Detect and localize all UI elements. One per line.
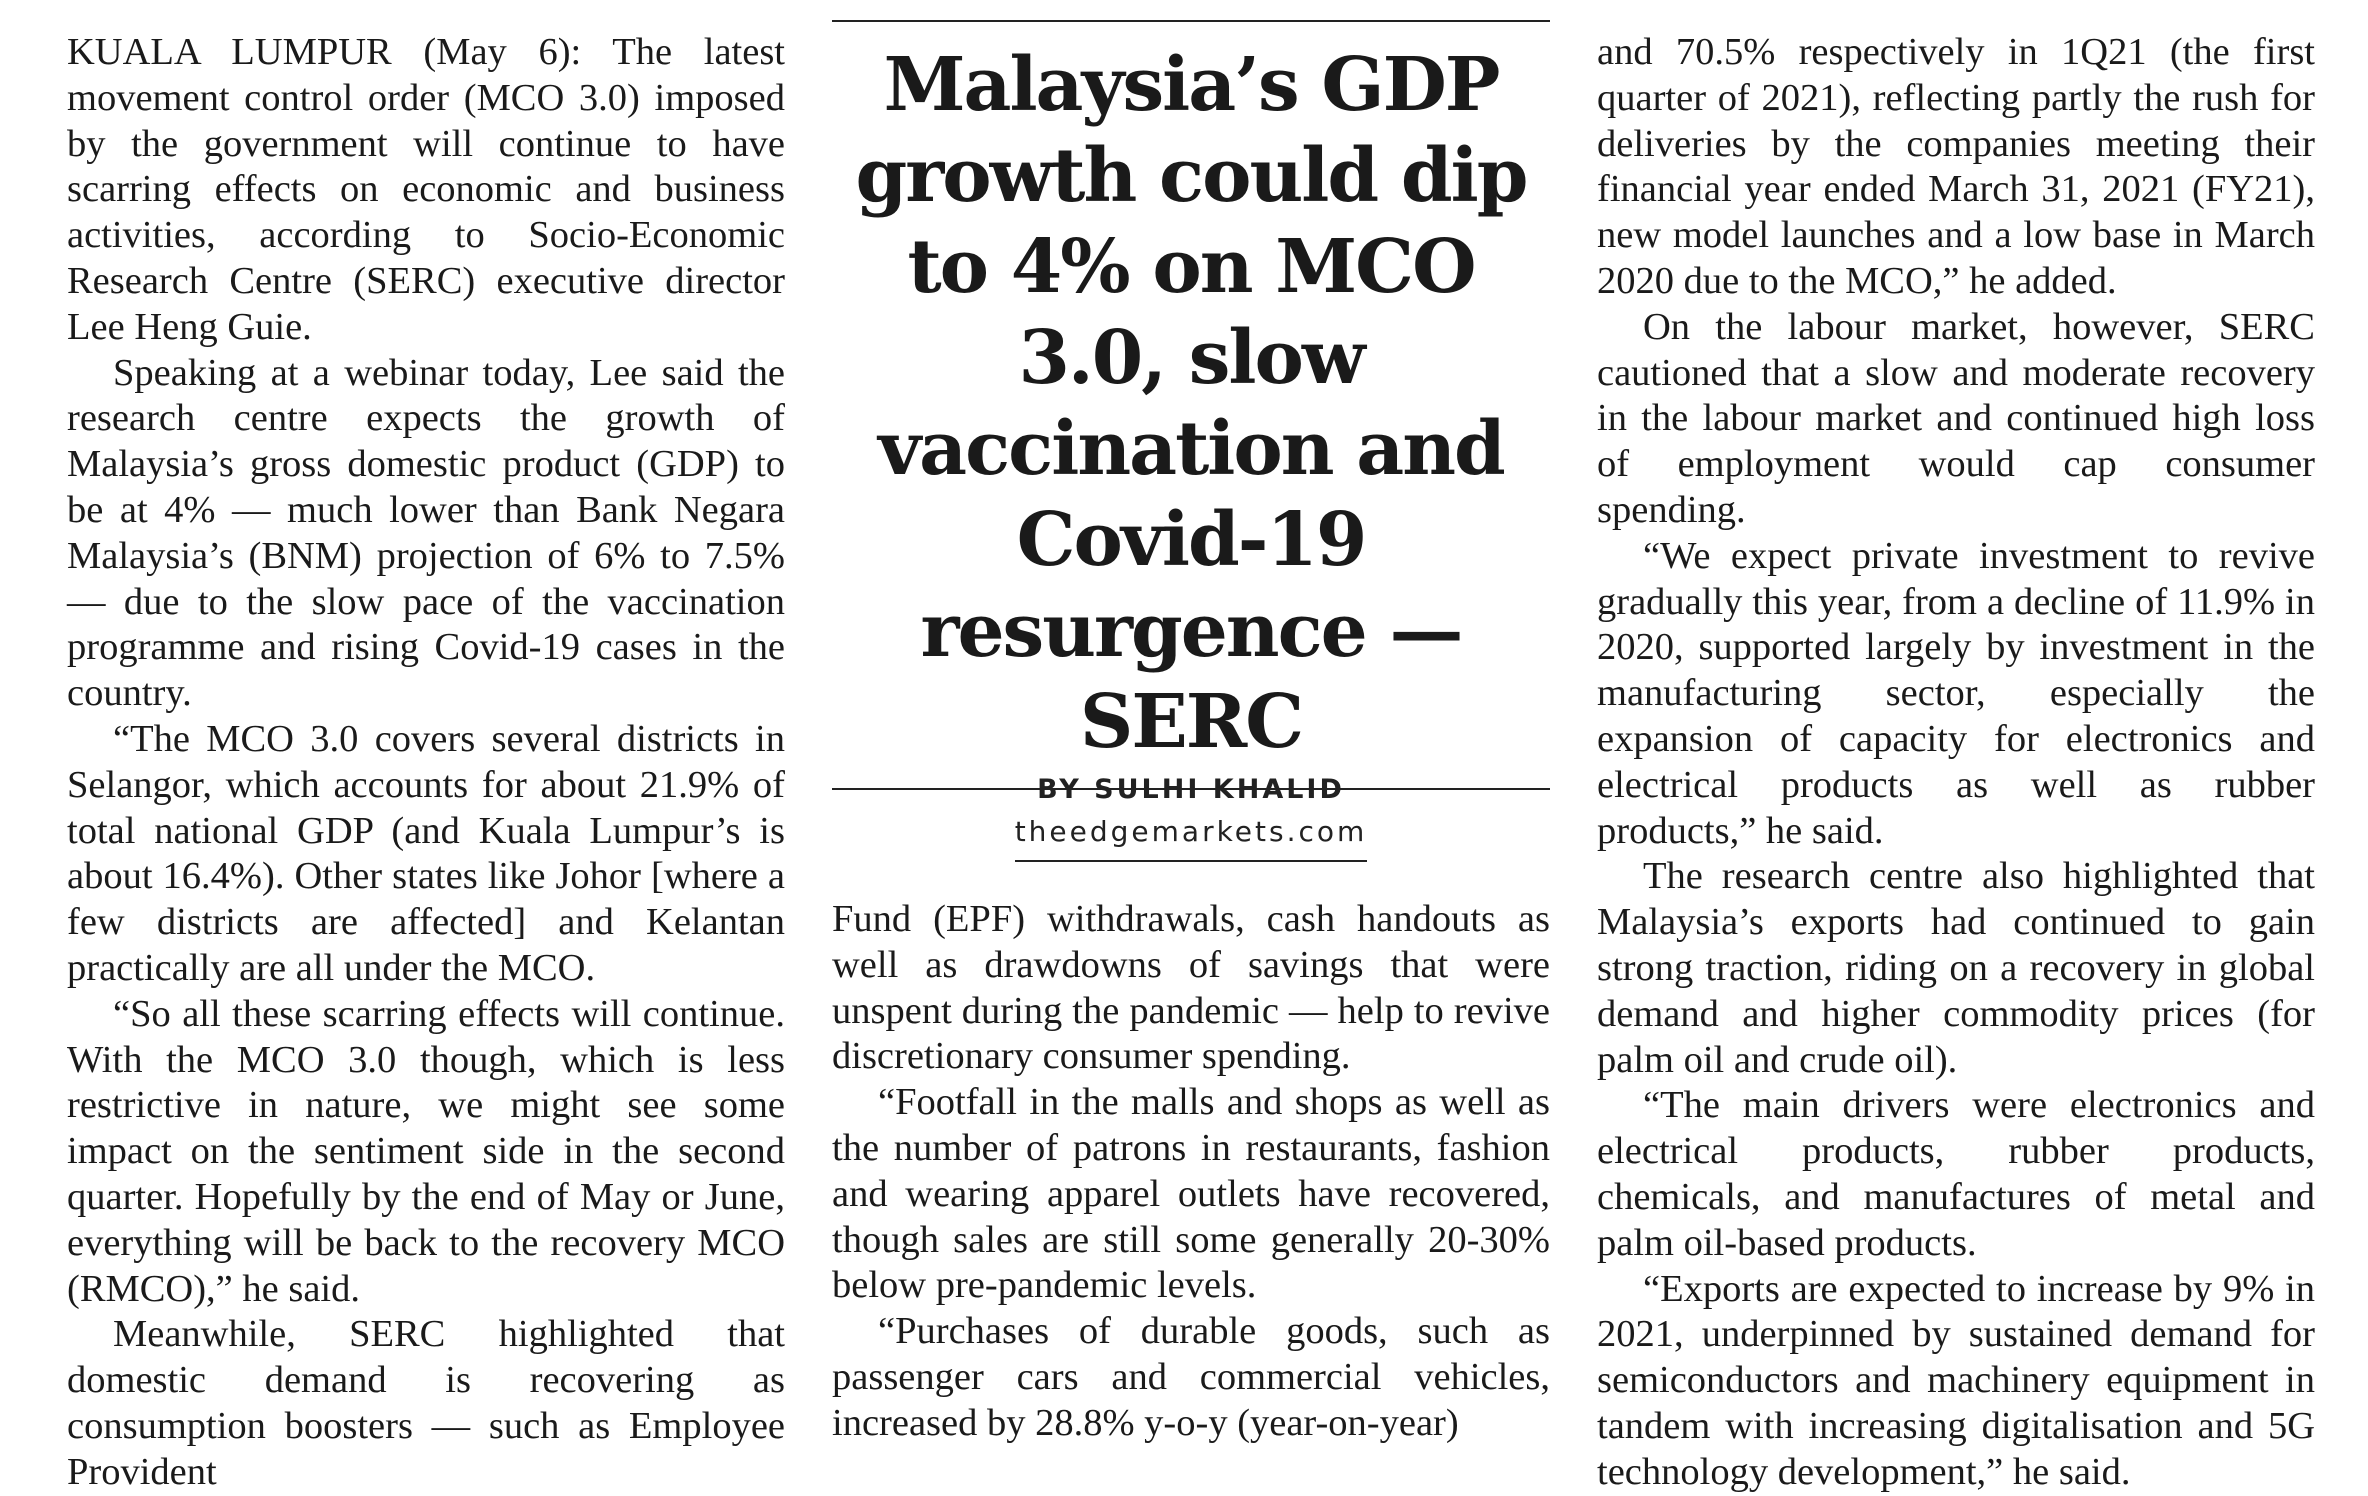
paragraph: and 70.5% respectively in 1Q21 (the first quarter of 2021), reflecting partly the rush for deliveries by the companies meeting their financial year ended March 31, 2021 (FY21), new model launches and a low base in March 2020 due to the MCO,” he added. bbox=[1597, 31, 2315, 302]
paragraph: Meanwhile, SERC highlighted that domestic demand is recovering as consumption boosters — such as Employee Provident bbox=[67, 1313, 785, 1493]
article-column-3 bbox=[1597, 30, 2315, 1496]
headline-block bbox=[832, 20, 1550, 790]
paragraph: The research centre also highlighted that Malaysia’s exports had continued to gain strong traction, riding on a recovery in global demand and higher commodity prices (for palm oil and crude oil). bbox=[1597, 855, 2315, 1081]
paragraph: Fund (EPF) withdrawals, cash handouts as well as drawdowns of savings that were unspent during the pandemic — help to revive discretionary consumer spending. bbox=[832, 898, 1550, 1078]
paragraph: On the labour market, however, SERC cautioned that a slow and moderate recovery in the labour market and continued high loss of employment would cap consumer spending. bbox=[1597, 305, 2315, 531]
paragraph: “Purchases of durable goods, such as passenger cars and commercial vehicles, increased by 28.8% y-o-y (year-on-year) bbox=[832, 1310, 1550, 1444]
paragraph: Speaking at a webinar today, Lee said the research centre expects the growth of Malaysia’s gross domestic product (GDP) to be at 4% — much lower than Bank Negara Malaysia’s (BNM) projection of 6% to 7.5% — due to the slow pace of the vaccination programme and rising Covid-19 cases in the country. bbox=[67, 351, 785, 715]
paragraph: “The main drivers were electronics and electrical products, rubber products, chemicals, and manufactures of metal and palm oil-based products. bbox=[1597, 1084, 2315, 1264]
paragraph: “We expect private investment to revive gradually this year, from a decline of 11.9% in 2020, supported largely by investment in the manufacturing sector, especially the expansion of capacity for electronics and electrical products as well as rubber products,” he said. bbox=[1597, 534, 2315, 852]
byline: BY SULHI KHALID bbox=[1037, 774, 1345, 805]
article-column-1 bbox=[67, 30, 785, 1496]
paragraph: “The MCO 3.0 covers several districts in Selangor, which accounts for about 21.9% of total national GDP (and Kuala Lumpur’s is about 16.4%). Other states like Johor [where a few districts are affected] and Kelantan practically are all under the MCO. bbox=[67, 717, 785, 989]
headline: Malaysia’s GDP growth could dip to 4% on MCO 3.0, slow vaccination and Covid-19 resurgence — SERC bbox=[855, 42, 1527, 765]
source-site: theedgemarkets.com bbox=[1015, 814, 1368, 862]
paragraph: “Exports are expected to increase by 9% in 2021, underpinned by sustained demand for semiconductors and machinery equipment in tandem with increasing digitalisation and 5G technology development,” he said. bbox=[1597, 1267, 2315, 1493]
article-column-2 bbox=[832, 897, 1550, 1447]
paragraph: “So all these scarring effects will continue. With the MCO 3.0 though, which is less restrictive in nature, we might see some impact on the sentiment side in the second quarter. Hopefully by the end of May or June, everything will be back to the recovery MCO (RMCO),” he said. bbox=[67, 992, 785, 1310]
paragraph: KUALA LUMPUR (May 6): The latest movement control order (MCO 3.0) imposed by the government will continue to have scarring effects on economic and business activities, according to Socio-Economic Research Centre (SERC) executive director Lee Heng Guie. bbox=[67, 31, 785, 348]
paragraph: “Footfall in the malls and shops as well as the number of patrons in restaurants, fashion and wearing apparel outlets have recovered, though sales are still some generally 20-30% below pre-pandemic levels. bbox=[832, 1081, 1550, 1307]
top-rule bbox=[832, 20, 1550, 22]
byline-block bbox=[832, 772, 1550, 862]
